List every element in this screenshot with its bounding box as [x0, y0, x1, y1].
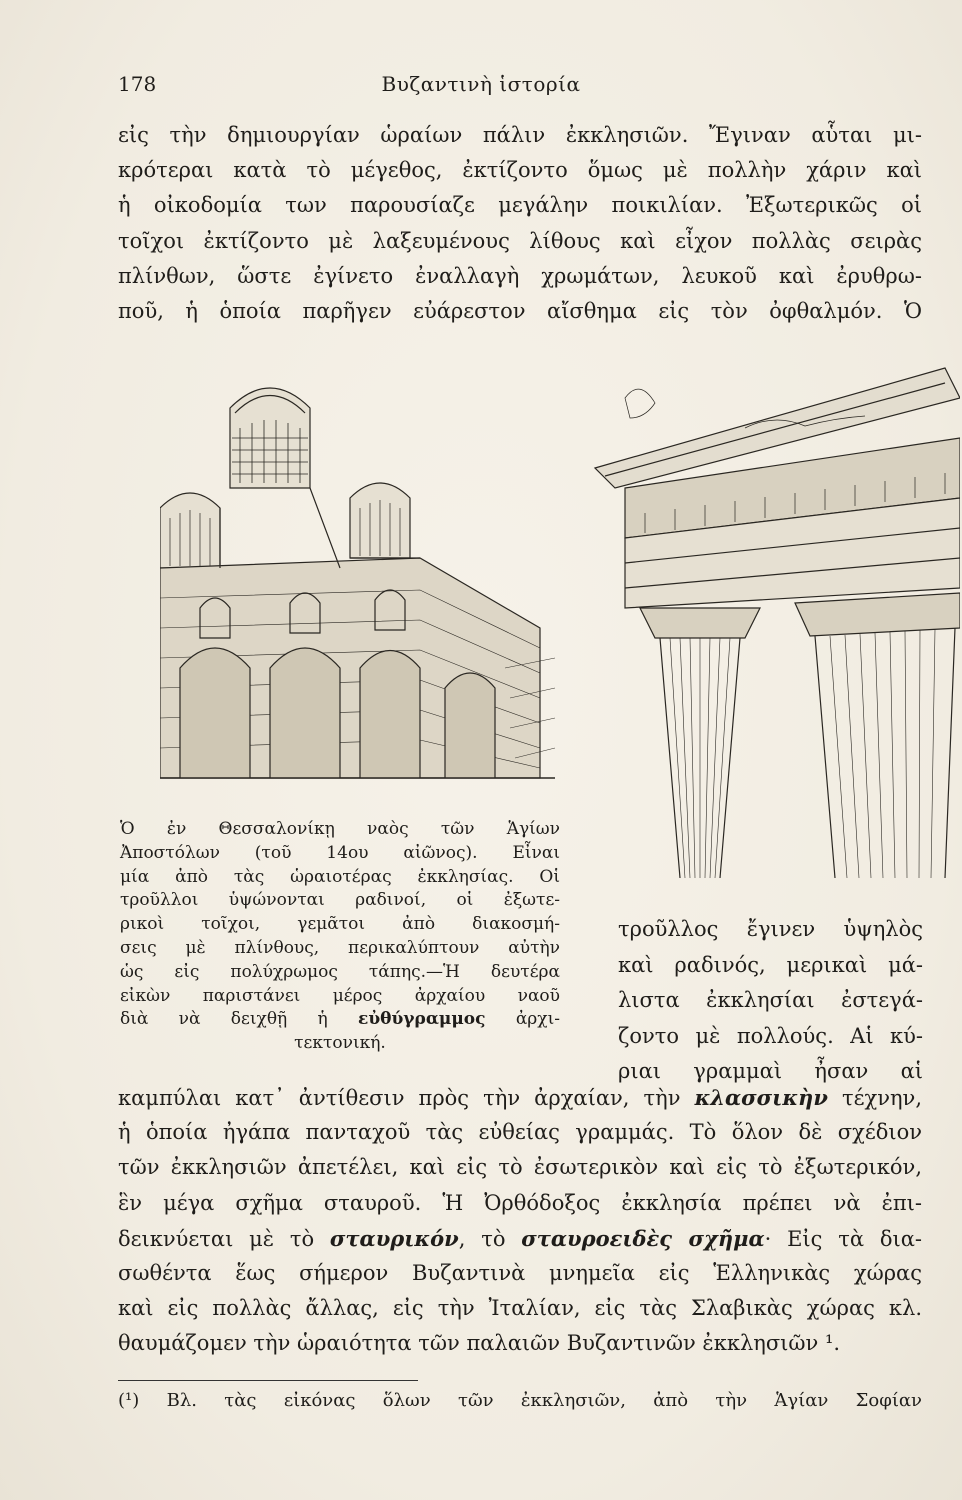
text-line: ριαι γραμμαὶ ἦσαν αἱ [618, 1059, 923, 1083]
text-line [118, 1080, 922, 1115]
text-line: κρότεραι κατὰ τὸ μέγεθος, ἐκτίζοντο ὅμως μὲ πολλὴν χάριν καὶ [118, 158, 922, 183]
text-line: σωθέντα ἕως σήμερον Βυζαντινὰ μνημεῖα εἰς Ἑλληνικὰς χώρας [118, 1260, 922, 1285]
text-line: τροῦλλος ἔγινεν ὑψηλὸς [618, 917, 923, 941]
church-of-holy-apostles-engraving-icon [160, 368, 560, 788]
footnote-text: Βλ. τὰς εἰκόνας ὅλων τῶν ἐκκλησιῶν, ἀπὸ τὴν Ἁγίαν Σοφίαν [166, 1390, 922, 1411]
text-line [118, 1221, 922, 1256]
emphasis-classical: κλασσικὴν [694, 1085, 828, 1110]
text-span: , τὸ [458, 1226, 506, 1251]
caption-line: σεις μὲ πλίνθους, περικαλύπτουν αὐτὴν [120, 937, 560, 958]
text-line: ἓν μέγα σχῆμα σταυροῦ. Ἡ Ὀρθόδοξος ἐκκλησία πρέπει νὰ ἐπι- [118, 1190, 922, 1215]
text-line: τῶν ἐκκλησιῶν ἀπετέλει, καὶ εἰς τὸ ἐσωτερικὸν καὶ εἰς τὸ ἐξωτερικόν, [118, 1155, 922, 1180]
footnote-line [118, 1388, 922, 1414]
page-number: 178 [118, 72, 157, 96]
text-line: καὶ ραδινός, μερικαὶ μά- [618, 952, 923, 977]
caption-line: τροῦλλοι ὑψώνονται ραδινοί, οἱ ἐξωτε- [120, 890, 560, 911]
text-line: εἰς τὴν δημιουργίαν ὡραίων πάλιν ἐκκλησιῶν. Ἔγιναν αὗται μι- [118, 123, 922, 147]
text-line: ἡ οἰκοδομία των παρουσίαζε μεγάλην ποικιλίαν. Ἐξωτερικῶς οἱ [118, 193, 922, 218]
caption-text: διὰ νὰ δειχθῇ ἡ [120, 1009, 328, 1030]
text-line: λιστα ἐκκλησίαι ἐστεγά- [618, 988, 923, 1012]
text-span: τέχνην, [841, 1086, 922, 1110]
footnote [118, 1388, 922, 1414]
caption-line: εἰκὼν παριστάνει μέρος ἀρχαίου ναοῦ [120, 985, 560, 1006]
footnote-divider [118, 1380, 418, 1381]
figure-caption [120, 818, 560, 1056]
caption-line: τεκτονική. [294, 1033, 386, 1054]
caption-line [120, 1008, 560, 1032]
text-line: ζοντο μὲ πολλούς. Αἱ κύ- [618, 1023, 923, 1048]
caption-text: ἀρχι- [515, 1009, 560, 1030]
text-line: θαυμάζομεν τὴν ὡραιότητα τῶν παλαιῶν Βυζαντινῶν ἐκκλησιῶν ¹. [118, 1331, 841, 1356]
text-line: τοῖχοι ἐκτίζοντο μὲ λαξευμένους λίθους καὶ εἶχον πολλὰς σειρὰς [118, 228, 922, 253]
emphasis-cross-shaped: σταυροειδὲς σχῆμα [521, 1225, 765, 1251]
ancient-temple-columns-engraving-icon [585, 358, 960, 878]
top-paragraph [118, 118, 922, 329]
footnote-mark: (¹) [118, 1390, 140, 1411]
bottom-paragraph [118, 1080, 922, 1362]
emphasis-cruciform: σταυρικόν [329, 1225, 459, 1251]
text-span: δεικνύεται μὲ τὸ [118, 1226, 315, 1251]
text-line: πλίνθων, ὥστε ἐγίνετο ἐναλλαγὴ χρωμάτων, λευκοῦ καὶ ἐρυθρω- [118, 263, 922, 288]
caption-line: ρικοὶ τοῖχοι, γεμᾶτοι ἀπὸ διακοσμή- [120, 914, 560, 935]
side-column-text [618, 912, 923, 1090]
page-header [0, 72, 962, 102]
caption-line: ὡς εἰς πολύχρωμος τάπης.—Ἡ δευτέρα [120, 961, 560, 982]
text-line: καὶ εἰς πολλὰς ἄλλας, εἰς τὴν Ἰταλίαν, εἰς τὰς Σλαβικὰς χώρας κλ. [118, 1296, 922, 1321]
text-line: ἡ ὁποία ἠγάπα πανταχοῦ τὰς εὐθείας γραμμάς. Τὸ ὅλον δὲ σχέδιον [118, 1120, 922, 1145]
caption-line: Ἀποστόλων (τοῦ 14ου αἰῶνος). Εἶναι [120, 842, 560, 863]
text-span: καμπύλαι κατ᾽ ἀντίθεσιν πρὸς τὴν ἀρχαίαν, τὴν [118, 1086, 681, 1110]
caption-line: μία ἀπὸ τὰς ὡραιοτέρας ἐκκλησίας. Οἱ [120, 866, 560, 887]
caption-line: Ὁ ἐν Θεσσαλονίκῃ ναὸς τῶν Ἁγίων [120, 819, 560, 839]
text-line: ποῦ, ἡ ὁποία παρῆγεν εὐάρεστον αἴσθημα εἰς τὸν ὀφθαλμόν. Ὁ [118, 298, 922, 323]
running-title: Βυζαντινὴ ἱστορία [381, 72, 581, 96]
text-span: · Εἰς τὰ δια- [764, 1226, 922, 1251]
caption-emphasis: εὐθύγραμμος [358, 1009, 486, 1030]
